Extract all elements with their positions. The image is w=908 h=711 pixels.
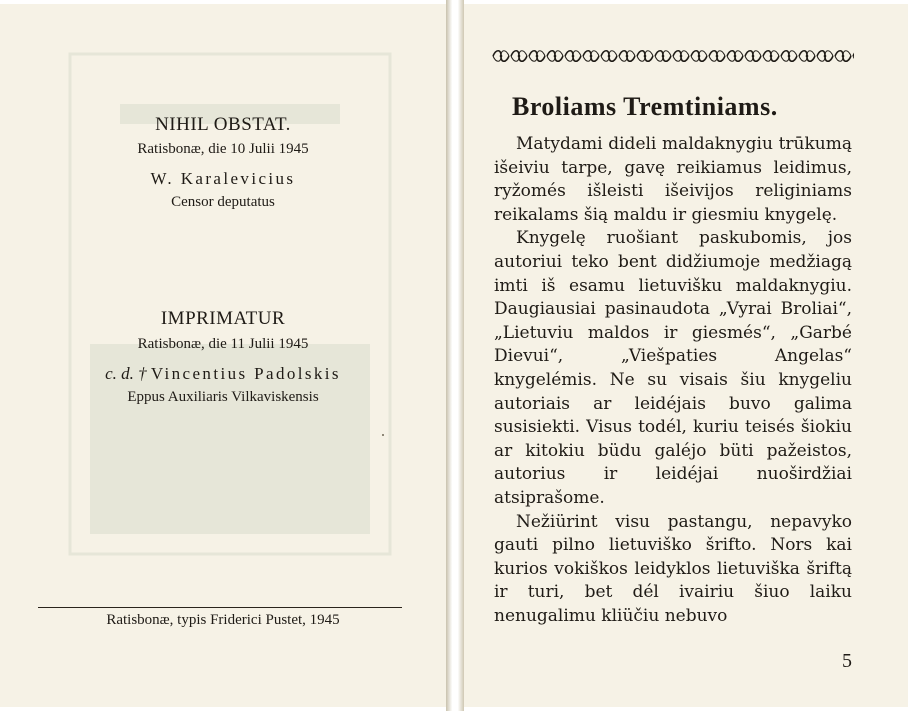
bishop-role: Eppus Auxiliaris Vilkaviskensis: [127, 389, 319, 405]
imprimatur-heading: IMPRIMATUR: [160, 308, 286, 329]
paragraph: Matydami dideli maldaknygiu trūkumą išeiviu tarpe, gavę reikiamus leidimus, ryžomés išleisti išeivijos religiniams reikalams šią maldu ir giesmiu knygelę.: [494, 134, 852, 225]
paragraph: Knygelę ruošiant paskubomis, jos autoriui teko bent didžiumoje medžiagą imti iš esamu lietuvišku maldaknygiu. Daugiausiai pasinaudota „Vyrai Broliai“, „Lietuviu maldos ir giesmés“, „Garbé Dievui“, „Viešpaties Angelas“ knygelémis. Ne su visais šiu knygeliu autoriais ar leidéjais buvo galima susisiekti. Visus todél, kuriu teisés šiokiu ar kitokiu büdu galéjo büti pažeistos, autorius ir leidéjai nuoširdžiai atsiprašome.: [494, 228, 852, 508]
page-number: 5: [842, 650, 852, 672]
imprimatur-place-date: Ratisbonæ, die 11 Julii 1945: [137, 336, 309, 352]
left-page: [0, 4, 446, 707]
bishop-prefix: c. d. †: [105, 364, 147, 383]
censor-role: Censor deputatus: [171, 194, 275, 210]
colophon: Ratisbonæ, typis Friderici Pustet, 1945: [106, 612, 340, 628]
page-title: Broliams Tremtiniams.: [512, 92, 778, 121]
nihil-obstat-place-date: Ratisbonæ, die 10 Julii 1945: [137, 141, 309, 157]
ornamental-border-icon: [492, 48, 854, 64]
print-speck: [382, 434, 384, 436]
censor-name: W. Karalevicius: [150, 169, 296, 188]
nihil-obstat-heading: NIHIL OBSTAT.: [155, 114, 291, 135]
paragraph: Nežiürint visu pastangu, nepavyko gauti pilno lietuviško šrifto. Nors kai kurios vokiškos leidyklos lietuviška šriftą ir turi, bet dél ivairiu šiuo laiku nenugalimu kliüčiu nebuvo: [494, 511, 852, 626]
colophon-rule: [38, 607, 402, 608]
bishop-signature-line: [0, 364, 446, 384]
bishop-name: Vincentius Padolskis: [150, 364, 341, 383]
body-text: [494, 133, 852, 628]
book-gutter: [446, 0, 464, 711]
